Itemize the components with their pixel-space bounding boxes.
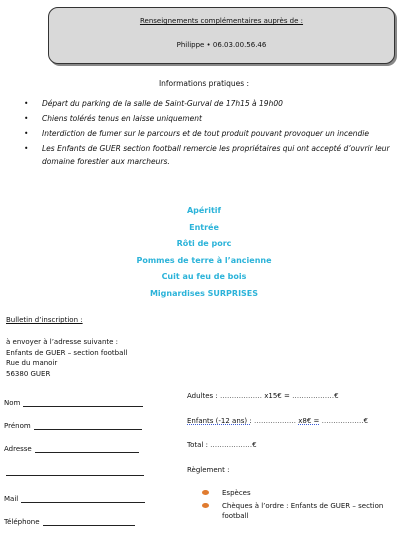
bulletin-title: Bulletin d’inscription :	[6, 316, 83, 324]
reglement-label: Règlement :	[187, 466, 230, 474]
info-title: Informations pratiques :	[158, 79, 250, 88]
bullet-icon: •	[24, 99, 29, 108]
menu-item: Entrée	[189, 222, 219, 232]
nom-field	[4, 398, 143, 407]
contact-heading: Renseignements complémentaires auprès de :	[139, 17, 304, 25]
adultes-label: Adultes :	[187, 392, 218, 400]
menu-list	[0, 203, 408, 302]
info-item	[22, 97, 390, 110]
adresse-line[interactable]	[35, 444, 139, 453]
enfants-currency: €	[363, 417, 369, 425]
info-item	[22, 142, 390, 168]
payment-option	[202, 488, 402, 498]
contact-phone: Philippe • 06.03.00.56.46	[176, 41, 267, 49]
info-item	[22, 127, 390, 140]
info-item-text: Interdiction de fumer sur le parcours et de tout produit pouvant provoquer un incendie	[42, 129, 369, 138]
address-line: 56380 GUER	[6, 369, 51, 378]
telephone-line[interactable]	[43, 517, 135, 526]
contact-box	[48, 7, 395, 64]
telephone-field	[4, 517, 135, 526]
info-item-text: Les Enfants de GUER section football remercie les propriétaires qui ont accepté d’ouvrir leur domaine forestier aux marcheurs.	[42, 144, 390, 166]
menu-item: Rôti de porc	[176, 239, 232, 248]
info-item	[22, 112, 390, 125]
adultes-line	[187, 392, 339, 400]
address-line: Rue du manoir	[6, 359, 58, 367]
enfants-amount-dots[interactable]: ………………	[321, 417, 364, 425]
adultes-currency: €	[334, 392, 339, 400]
prenom-label: Prénom	[4, 422, 31, 430]
bullet-icon	[202, 503, 209, 508]
adresse-extra-line[interactable]	[6, 467, 144, 476]
adultes-price: x15€ =	[264, 392, 290, 400]
enfants-price: x8€ =	[298, 417, 320, 425]
total-dots[interactable]: ………………	[210, 441, 253, 449]
menu-item: Mignardises SURPRISES	[149, 288, 259, 298]
nom-line[interactable]	[23, 398, 143, 407]
menu-item: Pommes de terre à l’ancienne	[136, 255, 272, 265]
bullet-icon: •	[24, 144, 29, 153]
address-line: Enfants de GUER – section football	[6, 348, 128, 357]
mail-label: Mail	[4, 495, 19, 503]
telephone-label: Téléphone	[4, 518, 40, 526]
prenom-field	[4, 421, 142, 430]
bullet-icon: •	[24, 129, 29, 138]
enfants-line	[187, 417, 368, 425]
total-label: Total :	[187, 441, 208, 449]
total-currency: €	[252, 441, 257, 449]
adresse-label: Adresse	[4, 445, 32, 453]
mailing-address	[6, 337, 127, 379]
adultes-quantity-dots[interactable]: ………………	[220, 392, 263, 400]
prenom-line[interactable]	[34, 421, 142, 430]
menu-item: Cuit au feu de bois	[161, 272, 247, 281]
bullet-icon	[202, 490, 209, 495]
info-item-text: Chiens tolérés tenus en laisse uniquement	[42, 114, 202, 123]
total-line	[187, 441, 257, 449]
info-list	[22, 97, 390, 170]
bullet-icon: •	[24, 114, 29, 123]
menu-item: Apéritif	[186, 206, 222, 215]
adultes-amount-dots[interactable]: ………………	[292, 392, 335, 400]
nom-label: Nom	[4, 399, 21, 407]
payment-option	[202, 501, 402, 521]
adresse-extra-field	[6, 467, 144, 476]
mail-field	[4, 494, 145, 503]
adresse-field	[4, 444, 139, 453]
enfants-quantity-dots[interactable]: ………………	[253, 417, 296, 425]
enfants-label: Enfants (-12 ans) :	[187, 417, 252, 425]
payment-option-text: Chèques à l’ordre : Enfants de GUER – section football	[222, 502, 384, 520]
address-line: à envoyer à l’adresse suivante :	[6, 338, 119, 346]
payment-option-text: Espèces	[222, 489, 251, 497]
payment-options	[202, 488, 402, 524]
mail-line[interactable]	[21, 494, 145, 503]
info-item-text: Départ du parking de la salle de Saint-Gurval de 17h15 à 19h00	[42, 99, 283, 108]
